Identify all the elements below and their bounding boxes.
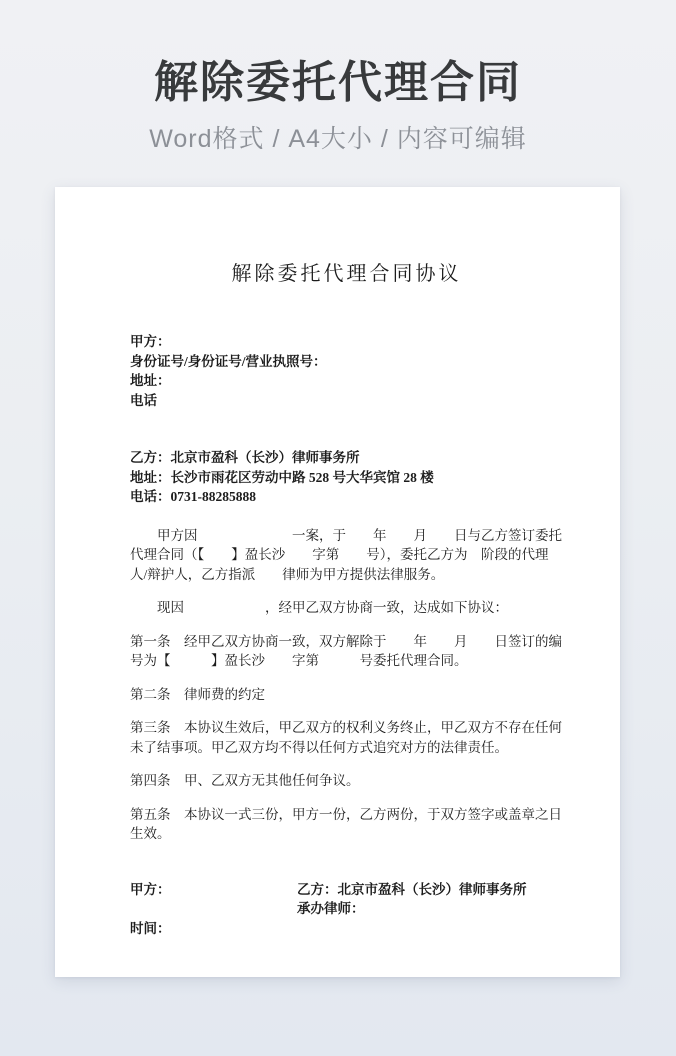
clause-2: 第二条 律师费的约定 xyxy=(130,686,265,702)
document-title: 解除委托代理合同协议 xyxy=(231,263,462,285)
signature-right-column xyxy=(297,880,563,939)
signature-left-column xyxy=(130,880,297,939)
intro-paragraph: 甲方因 一案，于 年 月 日与乙方签订委托代理合同（【 】盈长沙 字第 号），委托乙方为 阶段的代理人/辩护人，乙方指派 律师为甲方提供法律服务。 xyxy=(130,527,562,582)
spacer xyxy=(130,429,563,448)
signature-section xyxy=(130,880,563,939)
now-therefore-paragraph: 现因 ，经甲乙双方协商一致，达成如下协议： xyxy=(157,600,508,615)
party-b-name-line: 乙方：北京市盈科（长沙）律师事务所 xyxy=(130,450,360,465)
signature-party-b-line: 乙方：北京市盈科（长沙）律师事务所 xyxy=(297,881,527,897)
clause-4: 第四条 甲、乙双方无其他任何争议。 xyxy=(130,773,360,788)
clause-3: 第三条 本协议生效后，甲乙双方的权利义务终止，甲乙双方不存在任何未了结事项。甲乙双方均不得以任何方式追究对方的法律责任。 xyxy=(130,720,562,755)
party-a-block xyxy=(130,332,563,410)
party-b-address-line: 地址：长沙市雨花区劳动中路 528 号大华宾馆 28 楼 xyxy=(130,469,434,485)
clause-5: 第五条 本协议一式三份，甲方一份，乙方两份，于双方签字或盖章之日生效。 xyxy=(130,806,562,841)
document-page xyxy=(55,187,620,977)
template-banner xyxy=(0,0,676,155)
banner-title: 解除委托代理合同 xyxy=(154,58,522,107)
signature-lawyer-label: 承办律师： xyxy=(297,901,365,916)
party-a-id-label: 身份证号/身份证号/营业执照号： xyxy=(130,353,327,369)
party-a-phone-label: 电话 xyxy=(130,392,157,408)
party-a-label: 甲方： xyxy=(130,334,171,349)
signature-party-a-label: 甲方： xyxy=(130,881,171,897)
spacer xyxy=(130,899,297,919)
signature-time-label: 时间： xyxy=(130,920,171,936)
party-a-address-label: 地址： xyxy=(130,373,171,388)
clause-1: 第一条 经甲乙双方协商一致，双方解除于 年 月 日签订的编号为【 】盈长沙 字第 号委托代理合同。 xyxy=(130,633,562,668)
document-body xyxy=(130,257,563,938)
party-b-phone-line: 电话：0731-88285888 xyxy=(130,489,256,504)
party-b-block xyxy=(130,448,563,507)
banner-subtitle: Word格式 / A4大小 / 内容可编辑 xyxy=(149,124,527,153)
